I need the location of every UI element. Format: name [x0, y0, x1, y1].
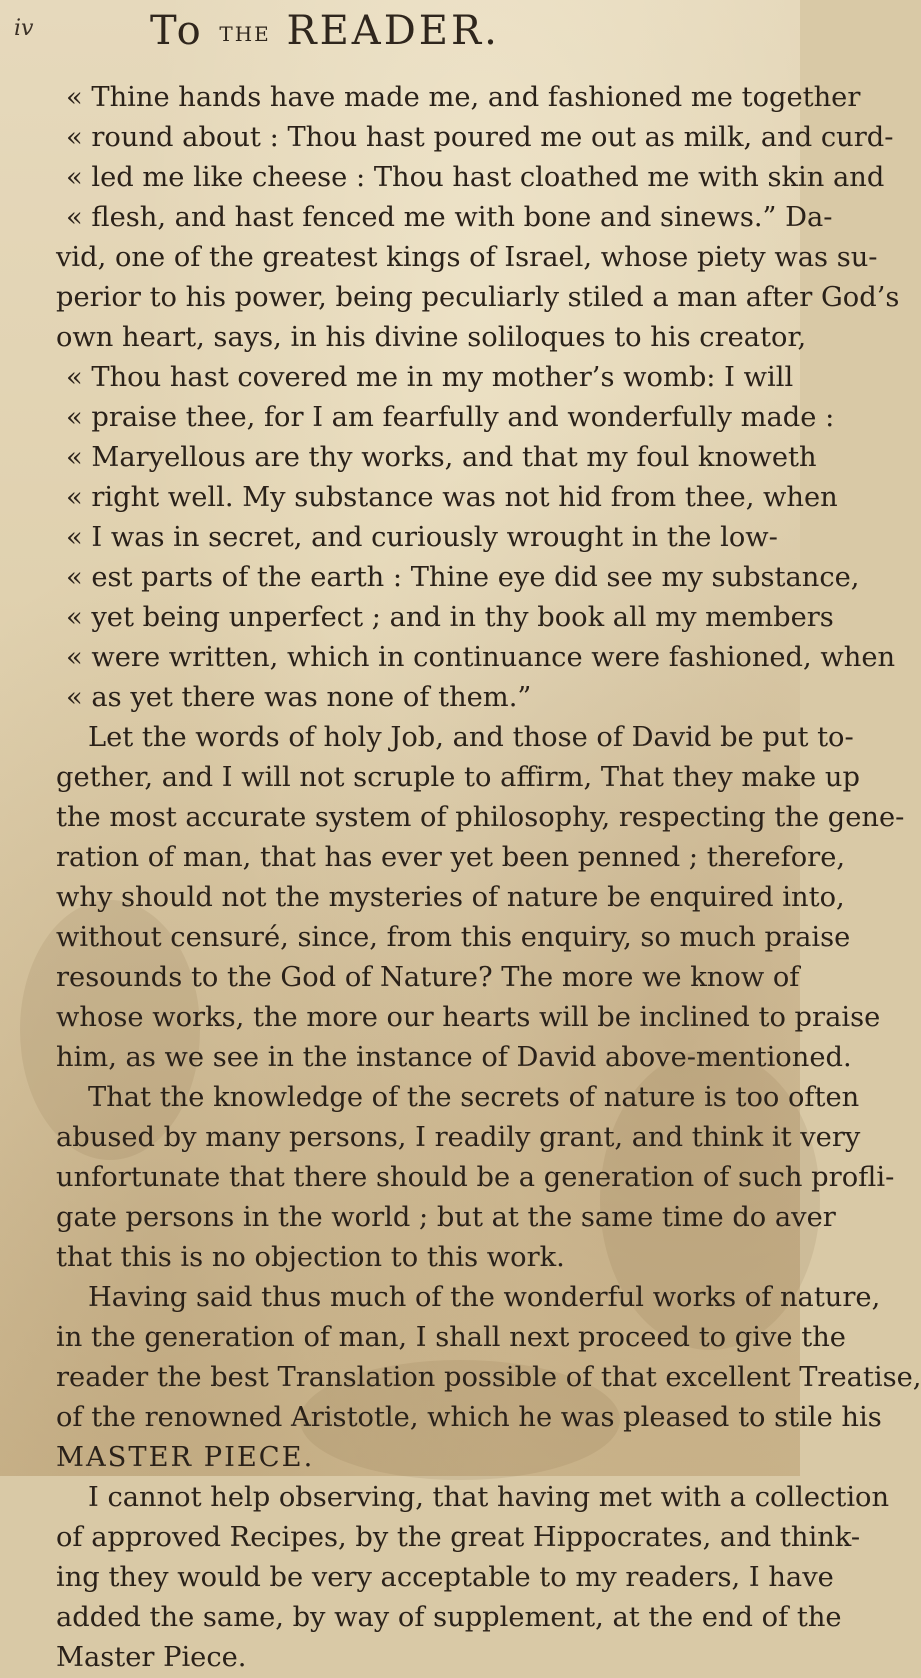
text-line: That the knowledge of the secrets of nature is too often	[88, 1082, 860, 1113]
text-line: without censuré, since, from this enquiry, so much praise	[56, 922, 851, 953]
page-number: iv	[14, 16, 34, 41]
text-line: of approved Recipes, by the great Hippocrates, and think-	[56, 1522, 861, 1553]
text-line: ing they would be very acceptable to my readers, I have	[56, 1562, 834, 1593]
text-line: perior to his power, being peculiarly stiled a man after God’s	[56, 282, 900, 313]
text-line: I cannot help observing, that having met with a collection	[88, 1482, 890, 1513]
text-line: whose works, the more our hearts will be inclined to praise	[56, 1002, 881, 1033]
text-line: unfortunate that there should be a generation of such profli-	[56, 1162, 895, 1193]
text-line: « Thou hast covered me in my mother’s womb: I will	[66, 362, 794, 393]
text-line: « led me like cheese : Thou hast cloathed me with skin and	[66, 162, 885, 193]
text-line: « Thine hands have made me, and fashioned me together	[66, 82, 861, 113]
text-line: vid, one of the greatest kings of Israel, whose piety was su-	[56, 242, 878, 273]
text-line: in the generation of man, I shall next proceed to give the	[56, 1322, 846, 1353]
text-line: why should not the mysteries of nature be enquired into,	[56, 882, 845, 913]
text-line: « round about : Thou hast poured me out as milk, and curd-	[66, 122, 894, 153]
text-line: Let the words of holy Job, and those of David be put to-	[88, 722, 854, 753]
running-head-prefix: To	[150, 8, 204, 54]
text-line: abused by many persons, I readily grant, and think it very	[56, 1122, 861, 1153]
text-line: reader the best Translation possible of that excellent Treatise,	[56, 1362, 921, 1393]
text-line: MASTER PIECE.	[56, 1442, 315, 1473]
text-line: the most accurate system of philosophy, respecting the gene-	[56, 802, 905, 833]
text-line: « flesh, and hast fenced me with bone and sinews.” Da-	[66, 202, 833, 233]
text-line: « Maryellous are thy works, and that my foul knoweth	[66, 442, 817, 473]
text-line: of the renowned Aristotle, which he was pleased to stile his	[56, 1402, 882, 1433]
text-line: « est parts of the earth : Thine eye did see my substance,	[66, 562, 860, 593]
page-header	[0, 8, 800, 58]
running-head-title: READER.	[286, 8, 500, 54]
text-line: resounds to the God of Nature? The more we know of	[56, 962, 800, 993]
text-line: « I was in secret, and curiously wrought in the low-	[66, 522, 778, 553]
text-line: that this is no objection to this work.	[56, 1242, 565, 1273]
text-line: « yet being unperfect ; and in thy book all my members	[66, 602, 834, 633]
running-head	[150, 8, 500, 54]
text-line: « right well. My substance was not hid from thee, when	[66, 482, 838, 513]
text-line: added the same, by way of supplement, at the end of the	[56, 1602, 842, 1633]
text-line: Master Piece.	[56, 1642, 247, 1673]
text-line: « praise thee, for I am fearfully and wonderfully made :	[66, 402, 835, 433]
text-line: ration of man, that has ever yet been penned ; therefore,	[56, 842, 846, 873]
text-line: gate persons in the world ; but at the same time do aver	[56, 1202, 836, 1233]
text-line: own heart, says, in his divine soliloques to his creator,	[56, 322, 807, 353]
text-line: Having said thus much of the wonderful works of nature,	[88, 1282, 881, 1313]
running-head-the: THE	[219, 22, 271, 46]
text-line: « as yet there was none of them.”	[66, 682, 532, 713]
body-text	[56, 78, 921, 1678]
text-line: gether, and I will not scruple to affirm, That they make up	[56, 762, 860, 793]
text-line: « were written, which in continuance were fashioned, when	[66, 642, 896, 673]
text-line: him, as we see in the instance of David above-mentioned.	[56, 1042, 852, 1073]
